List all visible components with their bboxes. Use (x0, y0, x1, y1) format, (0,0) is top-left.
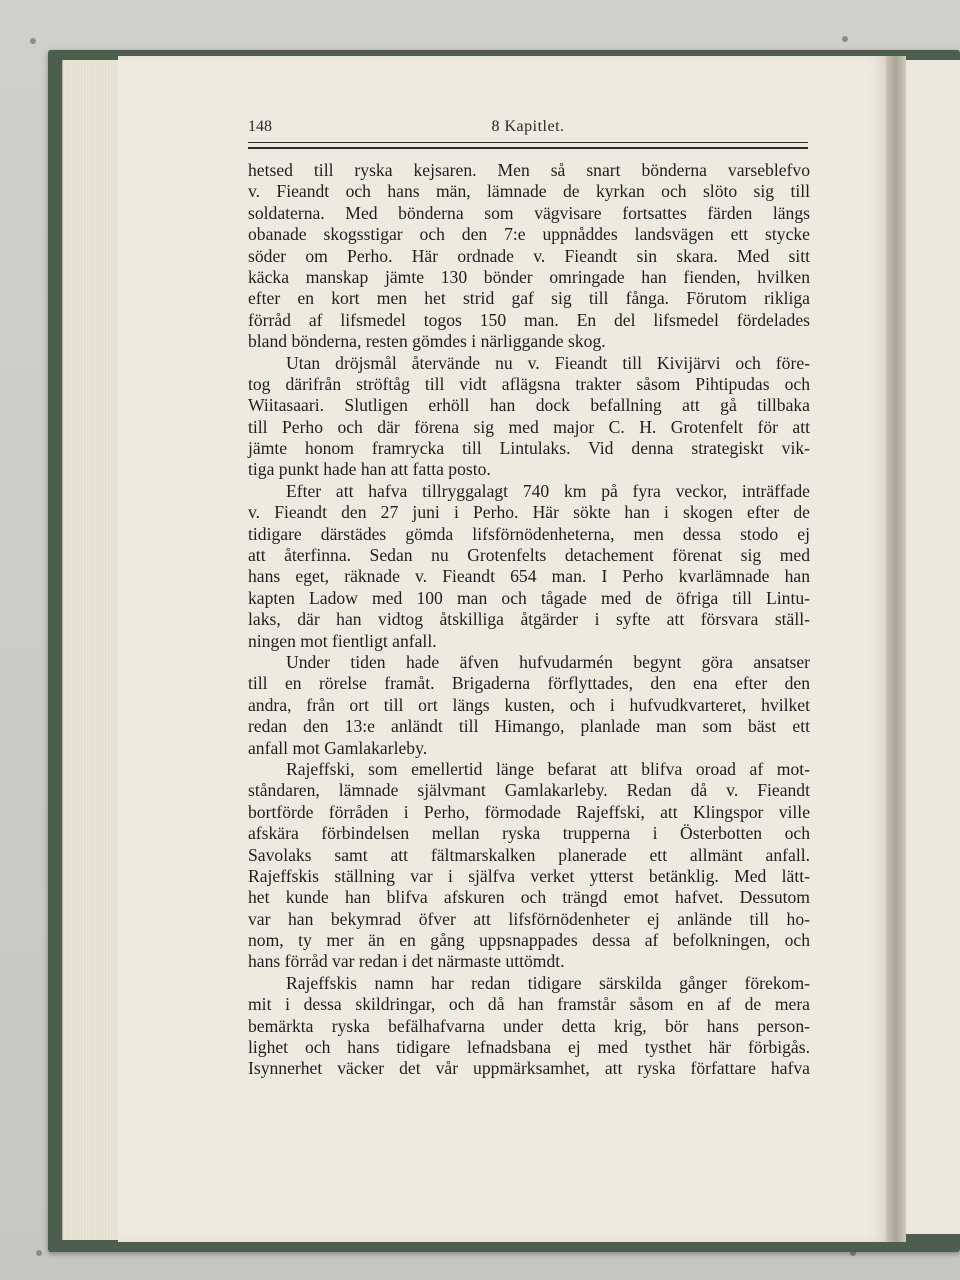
text-line: ståndaren, lämnade självmant Gamlakarleby. Redan då v. Fieandt (248, 780, 810, 801)
page-header (248, 118, 808, 142)
pin-top-left (30, 38, 36, 44)
text-line: Rajeffskis ställning var i själfva verket ytterst betänklig. Med lätt- (248, 865, 810, 886)
text-line: Rajeffski, som emellertid länge befarat att blifva oroad af mot- (286, 758, 810, 779)
text-line: Rajeffskis namn har redan tidigare särskilda gånger förekom- (286, 972, 810, 993)
text-line: tog därifrån ströftåg till vidt aflägsna trakter såsom Pihtipudas och (248, 373, 810, 394)
text-line: ningen mot fientligt anfall. (248, 630, 437, 651)
text-line: bemärkta ryska befälhafvarna under detta krig, bör hans person- (248, 1015, 810, 1036)
text-line: nom, ty mer än en gång uppsnappades dessa af befolkningen, och (248, 930, 810, 951)
text-line: bland bönderna, resten gömdes i närliggande skog. (248, 331, 606, 352)
text-line: efter en kort men het strid gaf sig till fånga. Förutom rikliga (248, 288, 810, 309)
text-line: tiga punkt hade han att fatta posto. (248, 459, 491, 480)
text-line: laks, där han vidtog åtskilliga åtgärder i syfte att försvara ställ- (248, 609, 810, 630)
text-line: mit i dessa skildringar, och då han framstår såsom en af de mera (248, 994, 810, 1015)
text-line: Efter att hafva tillryggalagt 740 km på fyra veckor, inträffade (286, 480, 810, 501)
text-line: att återfinna. Sedan nu Grotenfelts detachement förenat sig med (248, 545, 810, 566)
text-line: Isynnerhet väcker det vår uppmärksamhet, att ryska författare hafva (248, 1058, 810, 1079)
text-line: obanade skogsstigar och den 7:e uppnåddes landsvägen ett stycke (248, 224, 810, 245)
text-line: Savolaks samt att fältmarskalken planerade ett allmänt anfall. (248, 844, 810, 865)
text-line: redan den 13:e anländt till Himango, planlade man som bäst ett (248, 716, 810, 737)
text-line: jämte honom framrycka till Lintulaks. Vid denna strategiskt vik- (248, 438, 810, 459)
text-line: söder om Perho. Här ordnade v. Fieandt sin skara. Med sitt (248, 245, 810, 266)
running-head: 8 Kapitlet. (491, 118, 565, 135)
text-line: anfall mot Gamlakarleby. (248, 737, 428, 758)
book-gutter (886, 56, 906, 1242)
text-line: hetsed till ryska kejsaren. Men så snart bönderna varseblefvo (248, 160, 810, 180)
text-line: var han bekymrad öfver att lifsförnödenheter ej anlände till ho- (248, 908, 810, 929)
text-line: lighet och hans tidigare lefnadsbana ej med tysthet här förbigås. (248, 1037, 810, 1058)
text-line: förråd af lifsmedel togos 150 man. En del lifsmedel fördelades (248, 309, 810, 330)
text-line: till en rörelse framåt. Brigaderna förflyttades, den ena efter den (248, 673, 810, 694)
text-line: tidigare därstädes gömda lifsförnödenheterna, men dessa stodo ej (248, 523, 810, 544)
text-line: andra, från ort till ort längs kusten, och i hufvudkvarteret, hvilket (248, 694, 810, 715)
text-line: Utan dröjsmål återvände nu v. Fieandt till Kivijärvi och före- (286, 352, 810, 373)
text-line: till Perho och där förena sig med major C. H. Grotenfelt för att (248, 416, 810, 437)
text-line: hans eget, räknade v. Fieandt 654 man. I Perho kvarlämnade han (248, 566, 810, 587)
text-line: het kunde han blifva afskuren och trängd emot hafvet. Dessutom (248, 887, 810, 908)
text-line: kapten Ladow med 100 man och tågade med de öfriga till Lintu- (248, 587, 810, 608)
text-line: afskära förbindelsen mellan ryska trupperna i Österbotten och (248, 823, 810, 844)
text-line: bortförde förråden i Perho, förmodade Rajeffski, att Klingspor ville (248, 801, 810, 822)
pin-top-right (842, 36, 848, 42)
pin-bottom-left (36, 1250, 42, 1256)
page-number: 148 (248, 118, 272, 135)
facing-page (904, 60, 960, 1234)
body-text (248, 160, 810, 1080)
text-line: käcka manskap jämte 130 bönder omringade han fienden, hvilken (248, 266, 810, 287)
text-line: hans förråd var redan i det närmaste uttömdt. (248, 951, 565, 972)
text-line: v. Fieandt och hans män, lämnade de kyrkan och slöto sig till (248, 181, 810, 202)
text-line: Under tiden hade äfven hufvudarmén begynt göra ansatser (286, 651, 810, 672)
text-line: soldaterna. Med bönderna som vägvisare fortsattes färden längs (248, 202, 810, 223)
header-rule (248, 142, 808, 149)
text-line: Wiitasaari. Slutligen erhöll han dock befallning att gå tillbaka (248, 395, 810, 416)
text-line: v. Fieandt den 27 juni i Perho. Här sökte han i skogen efter de (248, 502, 810, 523)
